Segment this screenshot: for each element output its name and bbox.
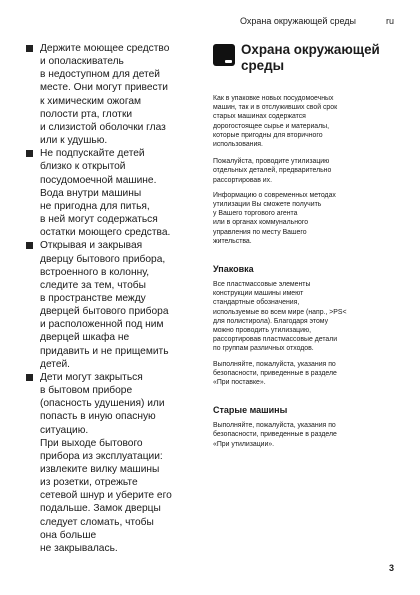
environment-section — [213, 42, 395, 449]
bullet-text: Держите моющее средство и ополаскиватель в недоступном для детей месте. Они могут привести к химическим ожогам полости рта, глотки и слизистой оболочки глаз или к удушью. — [40, 43, 170, 147]
safety-bullet-list — [26, 42, 206, 555]
paragraph-delivery-safety: Выполняйте, пожалуйста, указания по безопасности, приведенные в разделе «При поставке». — [213, 360, 337, 387]
square-bullet-icon — [26, 242, 33, 249]
square-bullet-icon — [26, 150, 33, 157]
bullet-text: Дети могут закрыться в бытовом приборе (опасность удушения) или попасть в иную опасную ситуацию. При выходе бытового прибора из эксплуатации: извлеките вилку машины из розетки, отрежьте сетевой шнур и уберите его подальше. Замок дверцы следует сломать, чтобы она больше не закрывалась. — [40, 371, 172, 554]
bullet-item-open-machine — [26, 147, 206, 239]
paragraph-sort-disposal: Пожалуйста, проводите утилизацию отдельных деталей, предварительно рассортировав их. — [213, 158, 332, 184]
square-bullet-icon — [26, 374, 33, 381]
bullet-item-detergent — [26, 42, 206, 147]
paragraph-disposal-info: Информацию о современных методах утилизации Вы сможете получить у Вашего торгового агента или в органах коммунального управления по месту Вашего жительства. — [213, 191, 336, 245]
subheading-old-machines: Старые машины — [213, 405, 288, 416]
paragraph-disposal-safety: Выполняйте, пожалуйста, указания по безопасности, приведенные в разделе «При утилизации». — [213, 422, 337, 448]
square-bullet-icon — [26, 45, 33, 52]
section-heading — [213, 42, 395, 73]
section-marker-icon — [213, 44, 235, 66]
running-header — [240, 16, 394, 26]
subheading-packaging: Упаковка — [213, 264, 254, 275]
bullet-text: Открывая и закрывая дверцу бытового прибора, встроенного в колонну, следите за тем, чтобы в пространстве между дверцей бытового прибора и расположенной под ним дверцей шкафа не придавить и не прищемить детей. — [40, 240, 169, 370]
bullet-text: Не подпускайте детей близко к открытой посудомоечной машине. Вода внутри машины не пригодна для питья, в ней могут содержаться остатки моющего средства. — [40, 148, 171, 239]
bullet-item-children-trapped — [26, 371, 206, 555]
header-language-code: ru — [385, 16, 394, 26]
paragraph-plastic-markings: Все пластмассовые элементы конструкции машины имеют стандартные обозначения, используемые во всем мире (напр., >PS< для полистирола). Благодаря этому можно проводить утилизацию, рассортировав пластмассовые детали по группам различных отходов. — [213, 281, 347, 353]
page-number: 3 — [388, 563, 394, 573]
paragraph-recyclable-materials: Как в упаковке новых посудомоечных машин, так и в отслуживших свой срок старых машинах содержатся дорогостоящее сырье и материалы, которые пригодны для вторичного использования. — [213, 95, 338, 149]
header-section-title: Охрана окружающей среды — [240, 16, 356, 26]
section-title: Охрана окружающей среды — [241, 42, 380, 73]
bullet-item-door-closing — [26, 239, 206, 371]
